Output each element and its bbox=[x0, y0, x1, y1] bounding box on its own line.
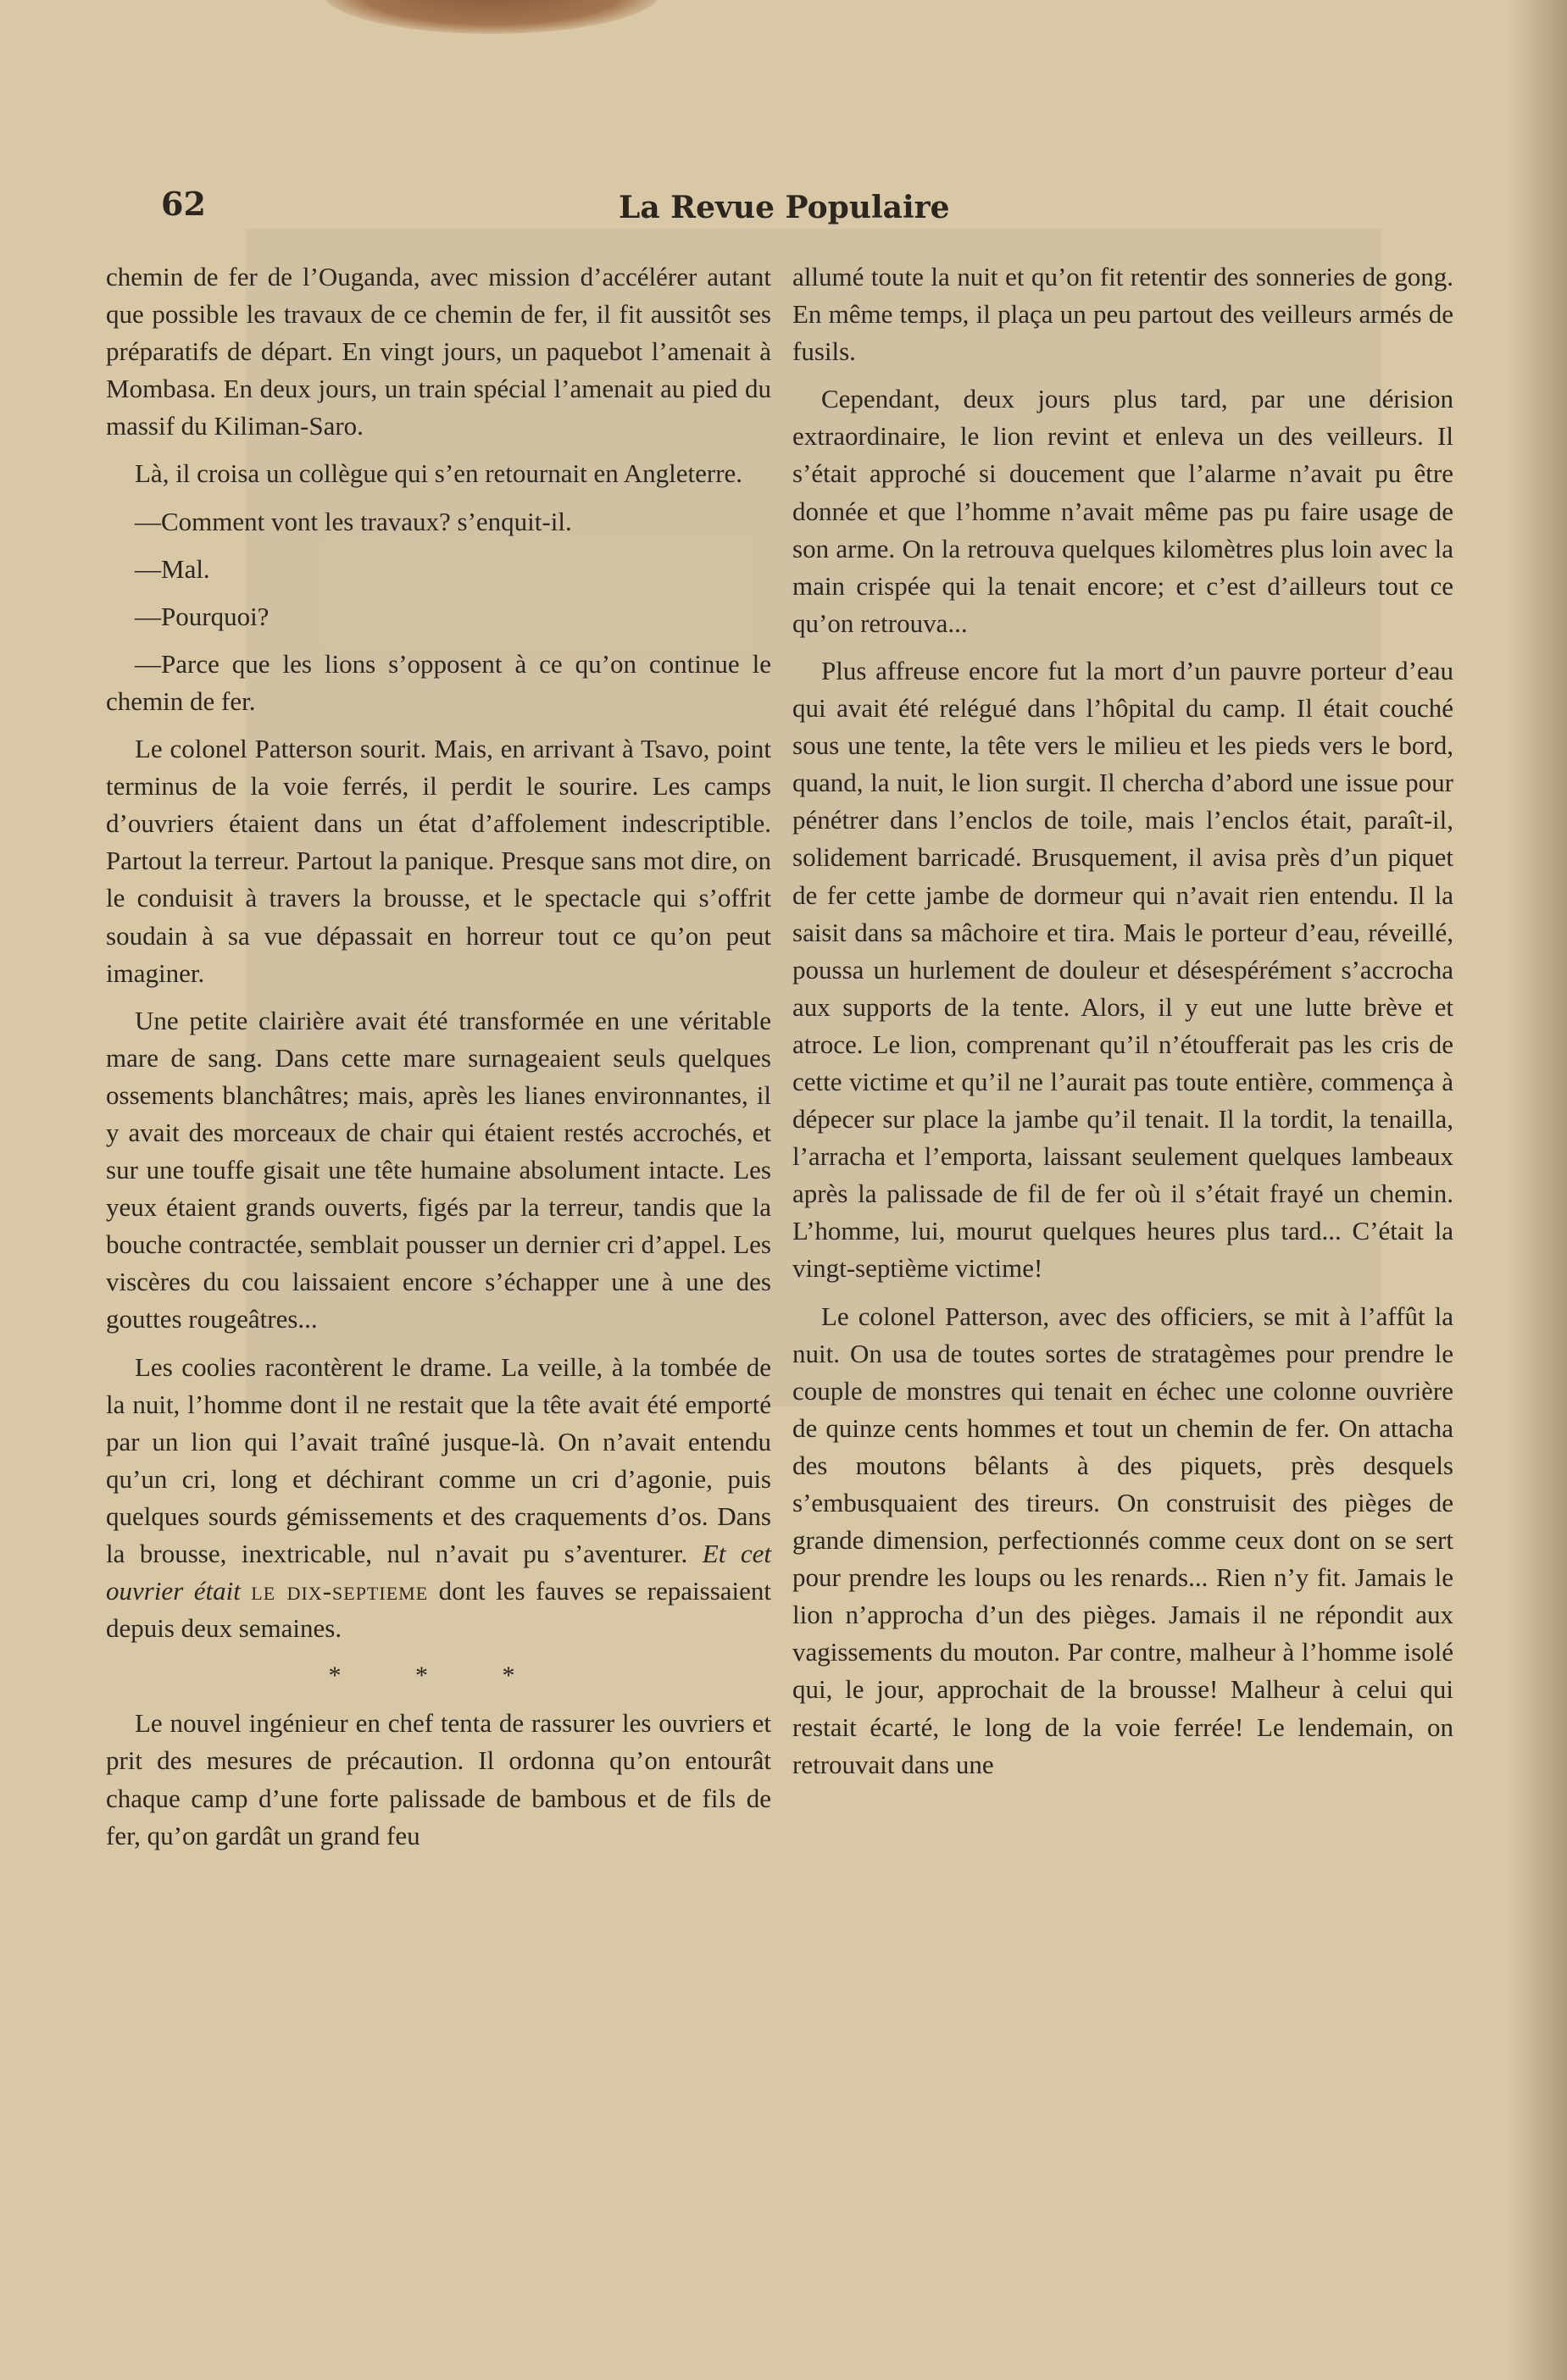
paragraph: Le nouvel ingénieur en chef tenta de rassurer les ouvriers et prit des mesures de précaution. Il ordonna qu’on entourât chaque camp d’une forte palissade de bambous et de fils de fer, qu’on gardât un grand feu bbox=[106, 1708, 771, 1850]
italic-text: Et cet ouvrier était bbox=[106, 1539, 771, 1606]
left-column bbox=[106, 258, 771, 1865]
paragraph-text: Les coolies racontèrent le drame. La veille, à la tombée de la nuit, l’homme dont il ne restait que la tête avait été emporté par un lion qui l’avait traîné jusque-là. On n’avait entendu qu’un cri, long et déchirant comme un cri d’agonie, puis quelques sourds gémissements et des craquements d’os. Dans la brousse, inextricable, nul n’avait pu s’aventurer. bbox=[106, 1351, 771, 1568]
dialogue-line: —Comment vont les travaux? s’enquit-il. bbox=[135, 506, 572, 536]
paragraph: Le colonel Patterson sourit. Mais, en arrivant à Tsavo, point terminus de la voie ferrés, il perdit le sourire. Les camps d’ouvriers étaient dans un état d’affolement indescriptible. Partout la terreur. Partout la panique. Presque sans mot dire, on le conduisit à travers la brousse, et le spectacle qui s’offrit soudain à sa vue dépassait en horreur tout ce qu’on peut imaginer. bbox=[106, 734, 771, 988]
dialogue-line: —Mal. bbox=[135, 553, 210, 584]
right-column bbox=[792, 258, 1453, 1794]
paper-stain bbox=[322, 0, 661, 34]
page-edge-shadow bbox=[1508, 0, 1567, 2380]
paragraph: Le colonel Patterson, avec des officiers, se mit à l’affût la nuit. On usa de toutes sortes de stratagèmes pour prendre le couple de monstres qui tenait en échec une colonne ouvrière de quinze cents hommes et tout un chemin de fer. On attacha des moutons bêlants à des piquets, près desquels s’embusquaient des tireurs. On construisit des pièges de grande dimension, perfectionnés comme ceux dont on se sert pour prendre les loups ou les renards... Rien n’y fit. Jamais le lion n’approcha d’un des pièges. Jamais il ne répondit aux vagissements du mouton. Par contre, malheur à l’homme isolé qui, le jour, approchait de la brousse! Malheur à celui qui restait écarté, le long de la voie ferrée! Le lendemain, on retrouvait dans une bbox=[792, 1301, 1453, 1779]
dialogue-line: —Parce que les lions s’opposent à ce qu’on continue le chemin de fer. bbox=[106, 648, 771, 716]
dialogue-line: —Pourquoi? bbox=[135, 601, 270, 631]
page-number: 62 bbox=[161, 185, 206, 223]
paragraph-text: dont les fauves se repaissaient depuis deux semaines. bbox=[106, 1576, 772, 1644]
paragraph bbox=[106, 1349, 771, 1648]
paragraph: chemin de fer de l’Ouganda, avec mission d’accélérer autant que possible les travaux de ce chemin de fer, il fit aussitôt ses préparatifs de départ. En vingt jours, un paquebot l’amenait à Mombasa. En deux jours, un train spécial l’amenait au pied du massif du Kiliman-Saro. bbox=[106, 262, 771, 441]
page-header bbox=[110, 178, 1381, 237]
paragraph: Plus affreuse encore fut la mort d’un pauvre porteur d’eau qui avait été relégué dans l’hôpital du camp. Il était couché sous une tente, la tête vers le milieu et les pieds vers le bord, quand, la nuit, le lion surgit. Il chercha d’abord une issue pour pénétrer dans l’enclos de toile, mais l’enclos était, paraît-il, solidement barricadé. Brusquement, il avisa près d’un piquet de fer cette jambe de dormeur qui n’avait rien entendu. Il la saisit dans sa mâchoire et tira. Mais le porteur d’eau, réveillé, poussa un hurlement de douleur et désespérément s’accrocha aux supports de la tente. Alors, il y eut une lutte brève et atroce. Le lion, comprenant qu’il n’étoufferait pas les cris de cette victime et qu’il ne l’aurait pas toute entière, commença à dépecer sur place la jambe qu’il tenait. Il la tordit, la tenailla, l’arracha et l’emporta, laissant seulement quelques lambeaux après la palissade de fil de fer où il s’était frayé un chemin. L’homme, lui, mourut quelques heures plus tard... C’était la vingt-septième victime! bbox=[792, 655, 1453, 1284]
small-caps-text: le dix-septieme bbox=[251, 1576, 429, 1606]
paragraph: Une petite clairière avait été transformée en une véritable mare de sang. Dans cette mare surnageaient seuls quelques ossements blanchâtres; mais, après les lianes environnantes, il y avait des morceaux de chair qui étaient restés accrochés, et sur une touffe gisait une tête humaine absolument intacte. Les yeux étaient grands ouverts, figés par la terreur, tandis que la bouche contractée, semblait pousser un dernier cri d’appel. Les viscères du cou laissaient encore s’échapper une à une des gouttes rougeâtres... bbox=[106, 1005, 771, 1334]
paragraph: allumé toute la nuit et qu’on fit retentir des sonneries de gong. En même temps, il plaça un peu partout des veilleurs armés de fusils. bbox=[792, 262, 1453, 367]
paragraph: Cependant, deux jours plus tard, par une dérision extraordinaire, le lion revint et enleva un des veilleurs. Il s’était approché si doucement que l’alarme n’avait pu être donnée et que l’homme n’avait même pas pu faire usage de son arme. On la retrouva quelques kilomètres plus loin avec la main crispée qui la tenait encore; et c’est d’ailleurs tout ce qu’on retrouva... bbox=[792, 384, 1453, 638]
paragraph: Là, il croisa un collègue qui s’en retournait en Angleterre. bbox=[135, 458, 743, 489]
running-title: La Revue Populaire bbox=[619, 190, 950, 225]
section-separator: * * * bbox=[328, 1662, 549, 1690]
